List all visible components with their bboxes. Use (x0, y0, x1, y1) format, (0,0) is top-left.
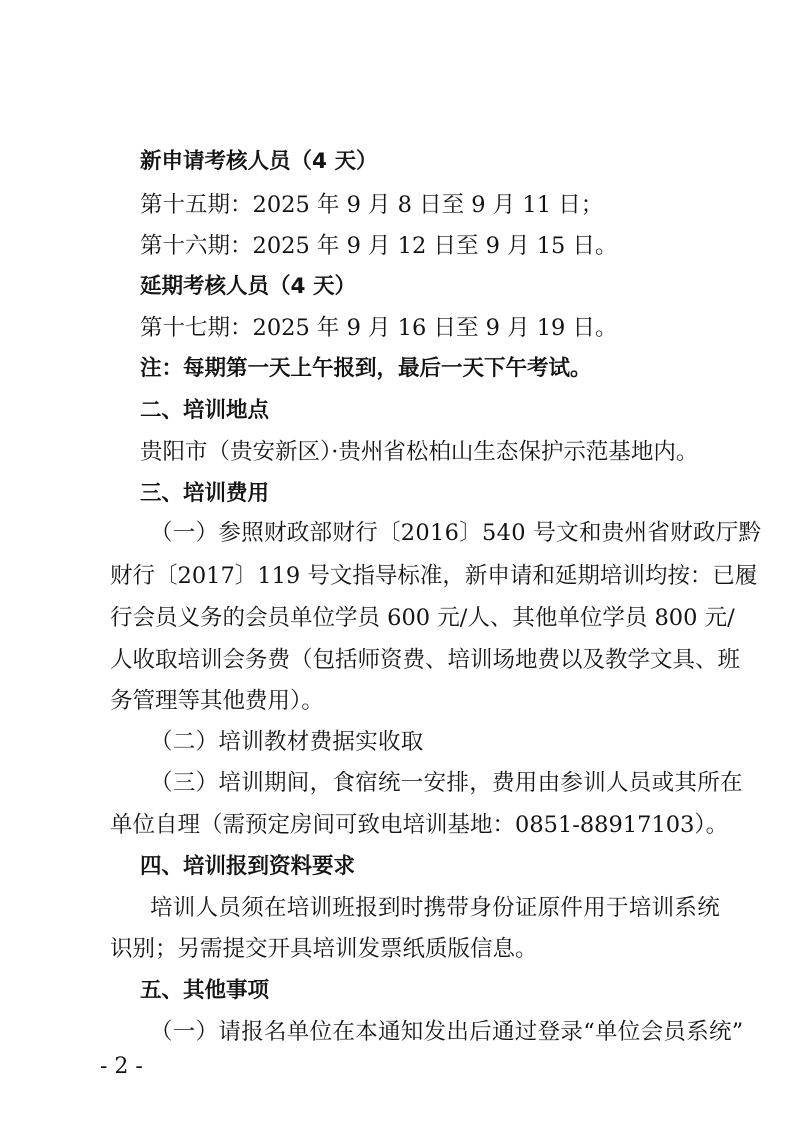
section-5-heading: 五、其他事项 (140, 978, 270, 1003)
fee-2: （二）培训教材费据实收取 (150, 729, 424, 755)
fee-3-line-2: 单位自理（需预定房间可致电培训基地：0851-88917103）。 (110, 812, 729, 838)
fee-3-line-1: （三）培训期间，食宿统一安排，费用由参训人员或其所在 (150, 770, 743, 796)
page-number: - 2 - (100, 1054, 143, 1079)
session-16: 第十六期：2025 年 9 月 12 日至 9 月 15 日。 (140, 233, 618, 259)
session-17: 第十七期：2025 年 9 月 16 日至 9 月 19 日。 (140, 315, 618, 341)
section-3-heading: 三、培训费用 (140, 481, 270, 506)
fee-1-line-3: 行会员义务的会员单位学员 600 元/人、其他单位学员 800 元/ (110, 605, 735, 631)
section-2-heading: 二、培训地点 (140, 398, 270, 423)
fee-1-line-5: 务管理等其他费用）。 (110, 688, 324, 714)
note: 注：每期第一天上午报到，最后一天下午考试。 (140, 356, 592, 381)
materials-line-1: 培训人员须在培训班报到时携带身份证原件用于培训系统 (150, 895, 721, 921)
extension-heading: 延期考核人员（4 天） (140, 274, 356, 299)
session-15: 第十五期：2025 年 9 月 8 日至 9 月 11 日； (140, 192, 604, 218)
fee-1-line-2: 财行〔2017〕119 号文指导标准，新申请和延期培训均按：已履 (110, 563, 758, 589)
other-1-line-1: （一）请报名单位在本通知发出后通过登录“单位会员系统” (150, 1019, 744, 1045)
fee-1-line-4: 人收取培训会务费（包括师资费、培训场地费以及教学文具、班 (110, 647, 741, 673)
materials-line-2: 识别；另需提交开具培训发票纸质版信息。 (110, 936, 538, 962)
fee-1-line-1: （一）参照财政部财行〔2016〕540 号文和贵州省财政厅黔 (150, 520, 762, 546)
location: 贵阳市（贵安新区）·贵州省松柏山生态保护示范基地内。 (140, 439, 699, 465)
new-applicant-heading: 新申请考核人员（4 天） (140, 149, 378, 174)
section-4-heading: 四、培训报到资料要求 (140, 854, 356, 879)
